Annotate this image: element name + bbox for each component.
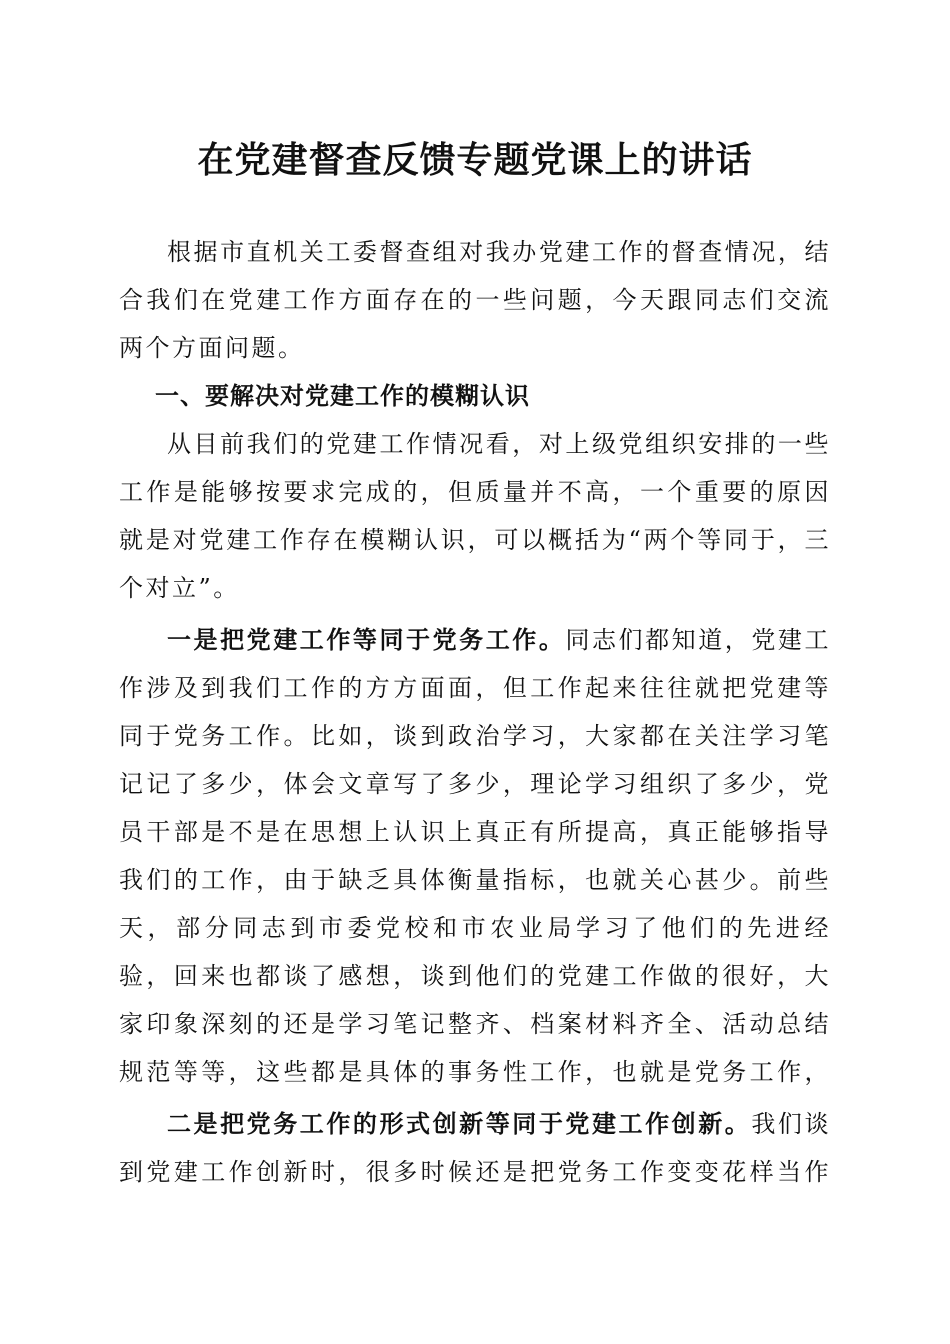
section1-paragraph: 从目前我们的党建工作情况看，对上级党组织安排的一些工作是能够按要求完成的，但质量并不高，一个重要的原因就是对党建工作存在模糊认识，可以概括为“两个等同于，三个对立”。 <box>119 430 831 602</box>
document-body <box>119 228 831 1196</box>
point2-lead: 二是把党务工作的形式创新等同于党建工作创新。 <box>167 1109 752 1138</box>
point2-body: 我们谈到党建工作创新时，很多时候还是把党务工作变变花样当作 <box>119 1110 831 1186</box>
intro-paragraph: 根据市直机关工委督查组对我办党建工作的督查情况，结合我们在党建工作方面存在的一些问题，今天跟同志们交流两个方面问题。 <box>119 238 831 362</box>
point1-body: 同志们都知道，党建工作涉及到我们工作的方方面面，但工作起来往往就把党建等同于党务工作。比如，谈到政治学习，大家都在关注学习笔记记了多少，体会文章写了多少，理论学习组织了多少，党员干部是不是在思想上认识上真正有所提高，真正能够指导我们的工作，由于缺乏具体衡量指标，也就关心甚少。前些天，部分同志到市委党校和市农业局学习了他们的先进经验，回来也都谈了感想，谈到他们的党建工作做的很好，大家印象深刻的还是学习笔记整齐、档案材料齐全、活动总结规范等等，这些都是具体的事务性工作，也就是党务工作， <box>119 626 831 1086</box>
document-title: 在党建督查反馈专题党课上的讲话 <box>197 139 753 181</box>
section-heading-1: 一、要解决对党建工作的模糊认识 <box>155 382 530 410</box>
point1-paragraph <box>119 616 831 1096</box>
point2-paragraph <box>119 1100 831 1196</box>
point1-lead: 一是把党建工作等同于党务工作。 <box>167 625 566 654</box>
